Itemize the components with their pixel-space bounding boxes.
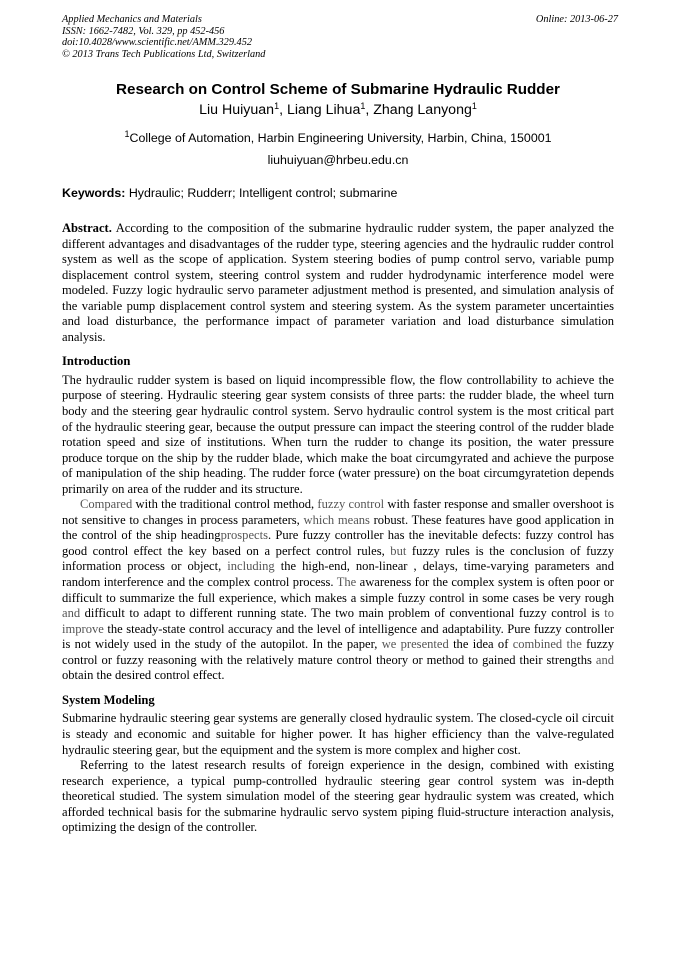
text-run: . Pure fuzzy controller has the inevitable defects: fuzzy control has good control effect the key based on a perfect control rules, (62, 528, 614, 558)
author-affil-mark: 1 (360, 101, 366, 111)
highlighted-phrase: prospects (220, 528, 268, 543)
abstract-label: Abstract. (62, 221, 112, 235)
affiliation-mark: 1 (124, 129, 130, 139)
introduction-paragraph-1: The hydraulic rudder system is based on liquid incompressible flow, the flow controllability to achieve the purpose of steering. Hydraulic steering gear system consists of three parts: the rudder blade, the wheel turn body and the steering gear hydraulic control system. Servo hydraulic control system is the most critical part of the hydraulic steering gear, because the output pressure can impact the steering control of the rudder blade rotation speed and size of institutions. When turn the rudder to change its position, the water pressure produce torque on the ship by the rudder blade, which make the boat circumgyrated and achieve the purpose of manipulation of the ship heading. The rudder force (water pressure) on the boat circumgyratetion depends primarily on area of the rudder and its structure. (62, 372, 614, 496)
highlighted-phrase: fuzzy control (317, 497, 385, 512)
highlighted-phrase: but (390, 543, 407, 558)
highlighted-phrase: and (595, 652, 614, 667)
author-email: liuhuiyuan@hrbeu.edu.cn (267, 153, 409, 167)
text-run: fuzzy control or fuzzy reasoning with the relatively mature control theory or method to gained their strengths (62, 637, 614, 667)
paper-title: Research on Control Scheme of Submarine Hydraulic Rudder (116, 81, 560, 98)
author-affil-mark: 1 (274, 101, 280, 111)
issn-line: ISSN: 1662-7482, Vol. 329, pp 452-456 (62, 25, 225, 37)
keywords-text: Hydraulic; Rudderr; Intelligent control; submarine (128, 186, 398, 200)
highlighted-phrase: and (62, 606, 81, 621)
journal-header (62, 14, 618, 60)
journal-name: Applied Mechanics and Materials (62, 14, 202, 25)
introduction-heading: Introduction (62, 354, 131, 369)
paper-body (62, 221, 614, 836)
text-run: with the traditional control method, (132, 497, 318, 512)
doi-line: doi:10.4028/www.scientific.net/AMM.329.452 (62, 37, 252, 49)
highlighted-phrase: The (336, 575, 357, 590)
text-run: the steady-state control accuracy and the level of intelligence and adaptability. Pure fuzzy controller is not widely used in the study of the autopilot. In the paper, (62, 621, 614, 652)
highlighted-phrase: including (227, 559, 275, 574)
author-name: Zhang Lanyong (373, 102, 472, 118)
text-run: awareness for the complex system is often poor or difficult to summarize the full experience, which makes a simple fuzzy control in some cases be very rough (62, 575, 614, 605)
abstract-paragraph (62, 221, 614, 345)
text-run: with faster response and smaller overshoot is not sensitive to changes in process parameters, (62, 497, 614, 527)
keywords-label: Keywords: (62, 186, 126, 200)
affiliation (62, 131, 614, 145)
system-modeling-paragraph-1: Submarine hydraulic steering gear systems are generally closed hydraulic system. The closed-cycle oil circuit is steady and economic and suitable for higher power. It has higher efficiency than the valve-regulated hydraulic steering gear, but the equipment and the system is more complex and higher cost. (62, 711, 614, 757)
highlighted-phrase: we presented (381, 637, 449, 652)
highlighted-phrase: combined the (512, 637, 582, 652)
highlighted-phrase: Compared (80, 497, 133, 512)
system-modeling-heading: System Modeling (62, 692, 155, 707)
author-list: Liu Huiyuan$^1$, Liang Lihua$^1$, Zhang Lanyong$^1$ (199, 101, 477, 118)
text-run: obtain the desired control effect. (62, 668, 225, 683)
introduction-paragraph-2 (62, 497, 614, 684)
abstract-text: According to the composition of the submarine hydraulic rudder system, the paper analyzed the different advantages and disadvantages of the rudder type, steering agencies and the hydraulic rudder control system as well as the scope of application. System steering bodies of pump control servo, variable pump displacement control system, steering control system and rudder hydrodynamic interference model were modeled. Fuzzy logic hydraulic servo parameter adjustment method is presented, and simulation analysis of the variable pump displacement control system and steering system. As the system parameter uncertainties and load disturbance, the performance impact of parameter variation and load disturbance simulation analysis. (62, 221, 615, 344)
text-run: the idea of (448, 637, 513, 652)
copyright-line: © 2013 Trans Tech Publications Ltd, Switzerland (62, 48, 266, 60)
text-run: the high-end, non-linear , delays, time-varying parameters and random interference and the complex control process. (62, 559, 614, 590)
author-name: Liu Huiyuan (199, 102, 275, 118)
affiliation-text: College of Automation, Harbin Engineering University, Harbin, China, 150001 (129, 131, 552, 145)
online-date: Online: 2013-06-27 (535, 14, 618, 25)
text-run: fuzzy rules is the conclusion of fuzzy information process or object, (62, 543, 614, 574)
highlighted-phrase: which means (303, 512, 370, 527)
text-run: robust. These features have good application in the control of the ship heading (62, 512, 614, 543)
text-run: difficult to adapt to different running state. The two main problem of conventional fuzzy control is (80, 606, 605, 621)
keywords (62, 186, 614, 200)
author-affil-mark: 1 (471, 101, 477, 111)
highlighted-phrase: to improve (62, 606, 614, 636)
author-name: Liang Lihua (286, 102, 361, 118)
system-modeling-paragraph-2: Referring to the latest research results of foreign experience in the design, combined with existing research experience, a typical pump-controlled hydraulic steering gear control system was in-depth theoretical studied. The system simulation model of the steering gear hydraulic system was created, which afforded technical basis for the submarine hydraulic servo system piping fluid-structure interaction analysis, optimizing the design of the controller. (62, 758, 614, 835)
